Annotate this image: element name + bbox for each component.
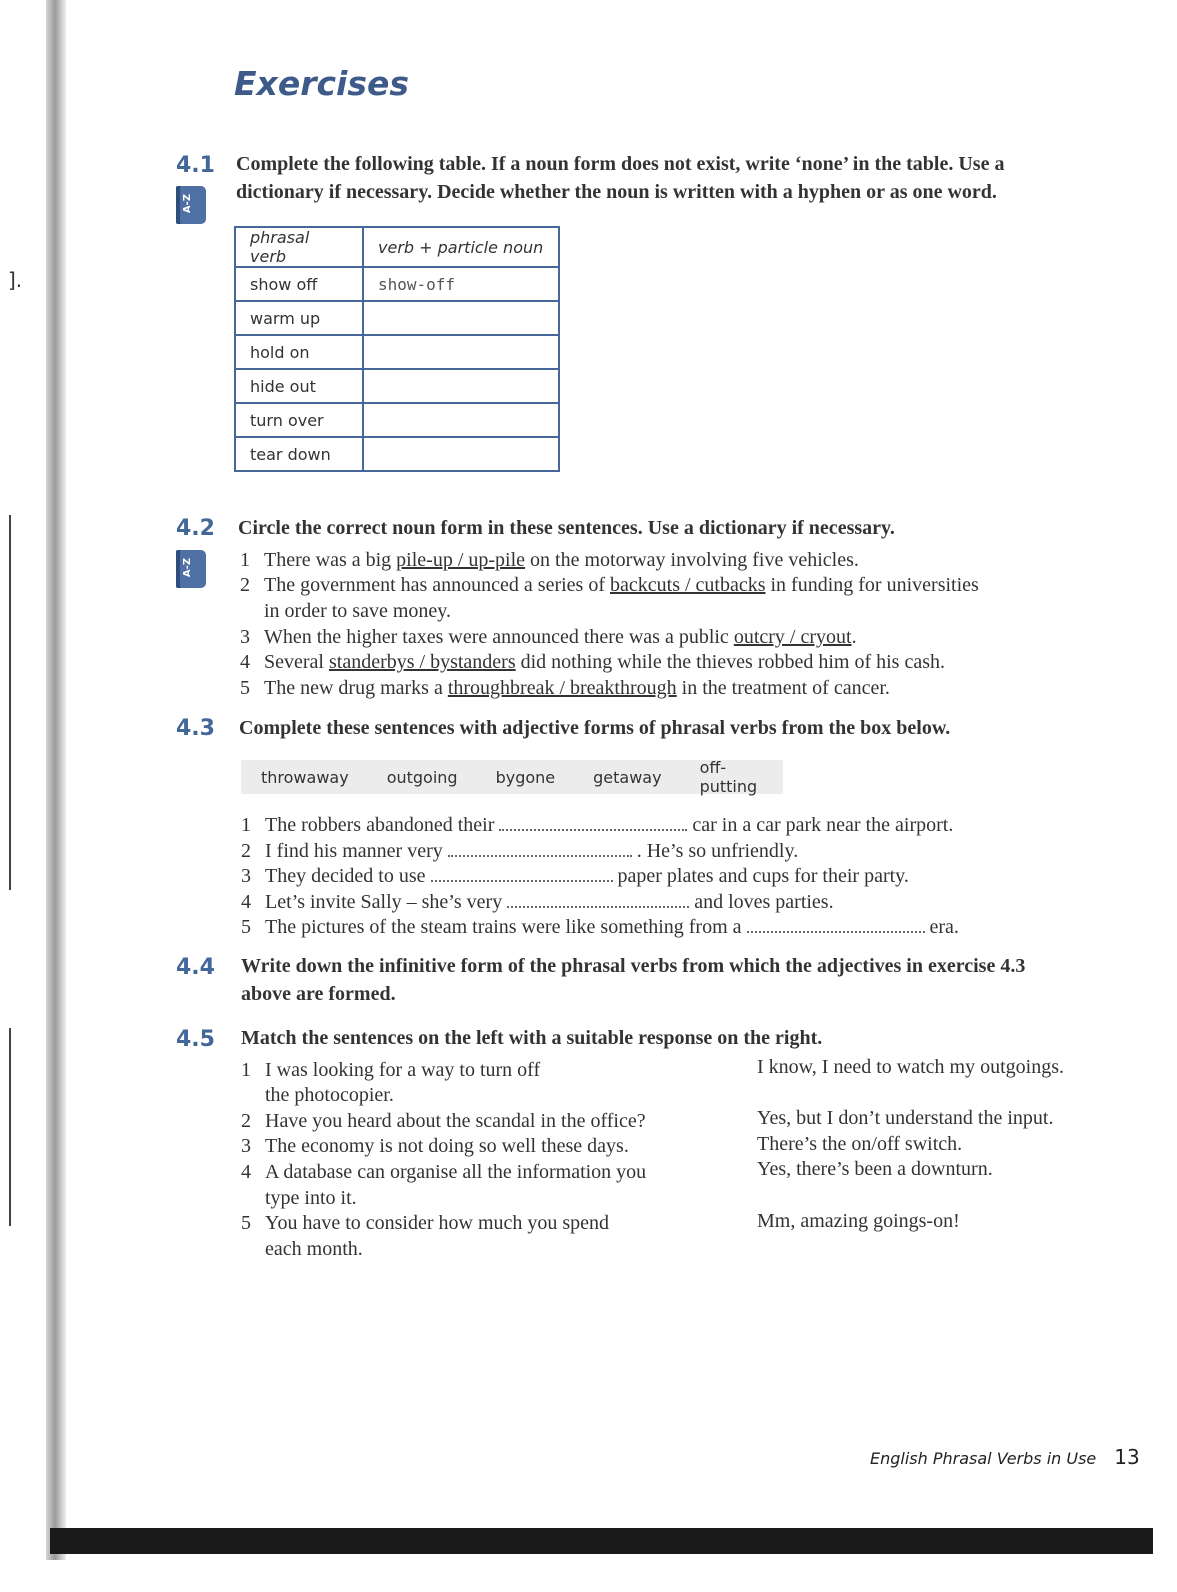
answer-blank[interactable] [448,845,632,857]
answer-blank[interactable] [747,921,925,933]
dictionary-book-icon: A-Z [176,186,206,224]
margin-line-mark-top [9,515,11,890]
answer-blank[interactable] [507,896,689,908]
list-item: 1 There was a big pile-up / up-pile on the motorway involving five vehicles. [240,549,859,571]
match-right-item[interactable]: I know, I need to watch my outgoings. [757,1056,1064,1078]
verb-cell: warm up [235,301,363,335]
verb-cell: hold on [235,335,363,369]
table-row [235,335,559,369]
exercise-4-1-instruction [236,150,1004,206]
match-left-item[interactable]: 1 I was looking for a way to turn off [241,1059,541,1081]
dictionary-book-icon: A-Z [176,550,206,588]
table-row [235,403,559,437]
word-box [241,760,783,794]
page-number: 13 [1114,1445,1140,1469]
table-row [235,301,559,335]
noun-answer-cell[interactable] [363,369,559,403]
table-row [235,437,559,471]
match-left-item[interactable]: 5 You have to consider how much you spend [241,1212,610,1234]
margin-bracket-mark: ]. [8,268,23,292]
book-title: English Phrasal Verbs in Use [870,1449,1097,1468]
noun-answer-cell[interactable] [363,437,559,471]
list-item: 5 The pictures of the steam trains were like something from a era. [241,916,959,938]
list-item: 5 The new drug marks a throughbreak / breakthrough in the treatment of cancer. [240,677,890,699]
list-item: 3 They decided to use paper plates and cups for their party. [241,865,909,887]
list-item: 2 The government has announced a series of backcuts / cutbacks in funding for universities [240,574,979,596]
answer-choice[interactable]: throughbreak / breakthrough [447,677,677,699]
match-right-item[interactable]: Yes, but I don’t understand the input. [757,1107,1054,1129]
list-item: 4 Several standerbys / bystanders did nothing while the thieves robbed him of his cash. [240,651,945,673]
noun-answer-cell[interactable] [363,403,559,437]
exercise-4-2-instruction: Circle the correct noun form in these sentences. Use a dictionary if necessary. [238,517,895,539]
box-word: getaway [593,767,662,787]
answer-choice[interactable]: pile-up / up-pile [396,549,526,571]
instruction-line: above are formed. [241,983,396,1005]
box-word: off-putting [699,758,758,796]
verb-cell: show off [235,267,363,301]
list-item: 1 The robbers abandoned their car in a car park near the airport. [241,814,954,836]
noun-answer-cell[interactable]: show-off [363,267,559,301]
match-left-item: type into it. [265,1187,357,1209]
exercise-number-4-4: 4.4 [176,955,215,980]
table-header-row [235,227,559,267]
box-word: outgoing [386,767,458,787]
exercise-4-4-instruction [241,952,1025,1008]
exercise-4-3-instruction: Complete these sentences with adjective forms of phrasal verbs from the box below. [239,717,951,739]
book-spine-shadow [46,0,66,1560]
match-right-item[interactable]: Mm, amazing goings-on! [757,1210,960,1232]
noun-answer-cell[interactable] [363,301,559,335]
exercise-4-5-instruction: Match the sentences on the left with a suitable response on the right. [241,1027,823,1049]
match-right-item[interactable]: Yes, there’s been a downturn. [757,1158,993,1180]
page-bottom-edge [50,1528,1153,1554]
list-item: 4 Let’s invite Sally – she’s very and loves parties. [241,891,834,913]
instruction-line: Complete the following table. If a noun form does not exist, write ‘none’ in the table. Use a [236,153,1005,175]
match-left-item[interactable]: 4 A database can organise all the information you [241,1161,647,1183]
verb-cell: turn over [235,403,363,437]
margin-line-mark-bottom [9,1028,11,1226]
column-header-phrasal-verb: phrasal verb [235,227,363,267]
column-header-particle-noun: verb + particle noun [363,227,559,267]
box-word: bygone [495,767,556,787]
match-right-item[interactable]: There’s the on/off switch. [757,1133,963,1155]
list-item: in order to save money. [264,600,451,622]
answer-blank[interactable] [431,870,613,882]
match-left-item: the photocopier. [265,1084,394,1106]
box-word: throwaway [261,767,349,787]
phrasal-verb-table [234,226,560,472]
instruction-line: dictionary if necessary. Decide whether the noun is written with a hyphen or as one word. [236,181,997,203]
match-left-item[interactable]: 3 The economy is not doing so well these days. [241,1135,629,1157]
list-item: 3 When the higher taxes were announced there was a public outcry / cryout. [240,626,857,648]
answer-choice[interactable]: outcry / cryout [733,626,852,648]
noun-answer-cell[interactable] [363,335,559,369]
answer-choice[interactable]: backcuts / cutbacks [610,574,766,596]
answer-choice[interactable]: standerbys / bystanders [328,651,516,673]
exercise-number-4-5: 4.5 [176,1027,215,1052]
exercise-number-4-3: 4.3 [176,716,215,741]
list-item: 2 I find his manner very . He’s so unfriendly. [241,840,799,862]
match-left-item: each month. [265,1238,363,1260]
verb-cell: hide out [235,369,363,403]
match-left-item[interactable]: 2 Have you heard about the scandal in the office? [241,1110,646,1132]
instruction-line: Write down the infinitive form of the phrasal verbs from which the adjectives in exercise 4.3 [241,955,1026,977]
page-title: Exercises [234,64,410,103]
verb-cell: tear down [235,437,363,471]
table-row [235,369,559,403]
table-row [235,267,559,301]
answer-blank[interactable] [499,819,687,831]
page-footer [870,1445,1140,1469]
exercise-number-4-2: 4.2 [176,516,215,541]
exercise-number-4-1: 4.1 [176,153,215,178]
